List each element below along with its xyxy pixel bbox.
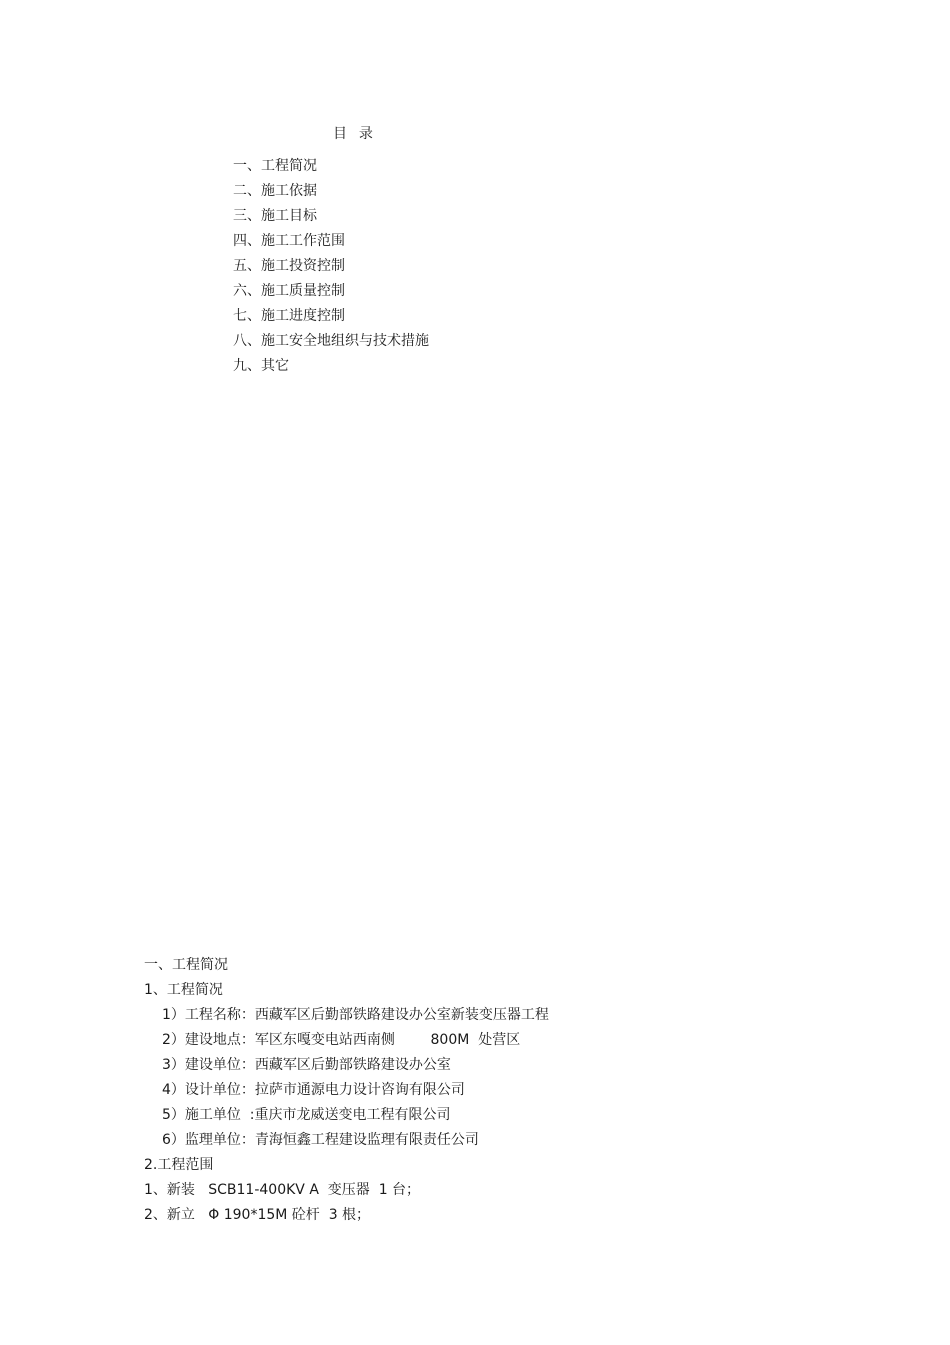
detail-owner: 3）建设单位：西藏军区后勤部铁路建设办公室 bbox=[162, 1057, 451, 1073]
detail-designer: 4）设计单位：拉萨市通源电力设计咨询有限公司 bbox=[162, 1082, 465, 1098]
toc-item: 三、施工目标 bbox=[233, 208, 317, 224]
section-project-overview bbox=[144, 956, 844, 1231]
toc-item: 四、施工工作范围 bbox=[233, 233, 345, 249]
toc-item: 九、其它 bbox=[233, 358, 289, 374]
detail-project-name: 1）工程名称：西藏军区后勤部铁路建设办公室新装变压器工程 bbox=[162, 1007, 549, 1023]
section-heading: 一、工程简况 bbox=[144, 957, 228, 973]
detail-contractor: 5）施工单位 :重庆市龙威送变电工程有限公司 bbox=[162, 1107, 451, 1123]
toc-item: 七、施工进度控制 bbox=[233, 308, 345, 324]
scope-item: 2、新立 Φ 190*15M 砼杆 3 根； bbox=[144, 1207, 371, 1223]
scope-item: 1、新装 SCB11-400KV A 变压器 1 台； bbox=[144, 1182, 421, 1198]
toc-item: 六、施工质量控制 bbox=[233, 283, 345, 299]
sub-heading: 1、工程简况 bbox=[144, 982, 223, 998]
detail-location: 2）建设地点：军区东嘎变电站西南侧 800M 处营区 bbox=[162, 1032, 521, 1048]
toc-item: 五、施工投资控制 bbox=[233, 258, 345, 274]
toc-item: 二、施工依据 bbox=[233, 183, 317, 199]
scope-heading: 2.工程范围 bbox=[144, 1157, 214, 1173]
table-of-contents bbox=[233, 157, 429, 382]
toc-item: 一、工程简况 bbox=[233, 158, 317, 174]
toc-title: 目 录 bbox=[333, 126, 374, 142]
detail-supervisor: 6）监理单位：青海恒鑫工程建设监理有限责任公司 bbox=[162, 1132, 479, 1148]
toc-item: 八、施工安全地组织与技术措施 bbox=[233, 333, 429, 349]
